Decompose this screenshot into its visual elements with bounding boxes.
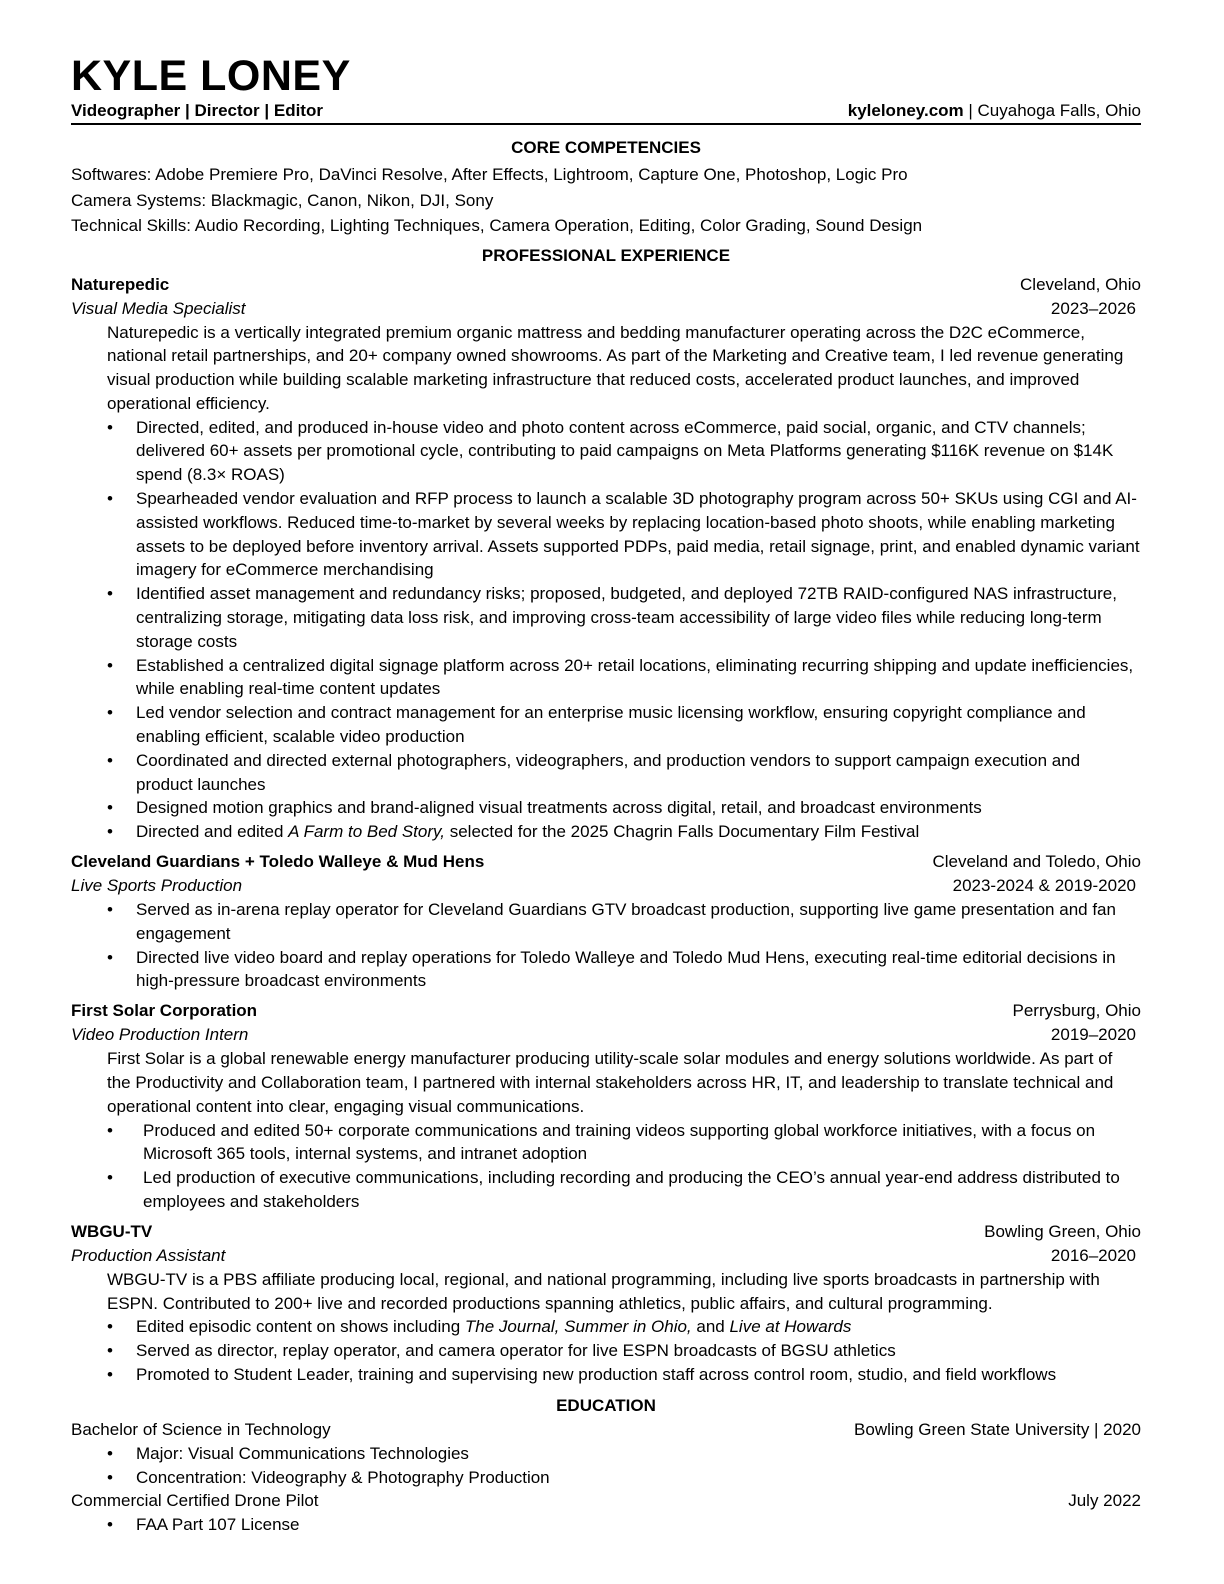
list-item: [71, 946, 1141, 994]
company-name: Cleveland Guardians + Toledo Walleye & Mud Hens: [71, 852, 485, 872]
show-titles: The Journal, Summer in Ohio,: [464, 1317, 692, 1337]
competency-line: Technical Skills: Audio Recording, Lighting Techniques, Camera Operation, Editing, Color Grading, Sound Design: [71, 216, 923, 235]
location-text: | Cuyahoga Falls, Ohio: [963, 101, 1141, 120]
list-item: [71, 1166, 1141, 1214]
bullet-text: [136, 822, 919, 841]
school-name: Bowling Green State University | 2020: [854, 1419, 1141, 1439]
show-title-last: Live at Howards: [729, 1317, 852, 1337]
bullet-icon: •: [107, 947, 113, 967]
competencies-list: [71, 162, 1141, 239]
bullet-text: Served as director, replay operator, and camera operator for live ESPN broadcasts of BGSU athletics: [136, 1341, 896, 1361]
list-item: [71, 582, 1141, 653]
website-link[interactable]: kyleloney.com: [847, 101, 964, 120]
section-heading-experience: PROFESSIONAL EXPERIENCE: [481, 245, 731, 265]
bullet-text: Directed, edited, and produced in-house video and photo content across eCommerce, paid social, organic, and CTV channels; delivered 60+ assets per promotional cycle, contributing to paid campaigns on Meta Platforms generating $116K revenue on $14K spend (8.3× ROAS): [136, 417, 1114, 485]
bullet-icon: •: [107, 417, 113, 437]
bullet-text: Spearheaded vendor evaluation and RFP process to launch a scalable 3D photography program across 50+ SKUs using CGI and AI-assisted workflows. Reduced time-to-market by several weeks by replacing location-based photo shoots, while enabling marketing assets to be deployed before inventory arrival. Assets supported PDPs, paid media, retail signage, print, and enabled dynamic variant imagery for eCommerce merchandising: [136, 489, 1140, 580]
job-header: [71, 999, 1141, 1023]
list-item: [71, 1466, 1141, 1490]
job-bullets: [71, 1315, 1141, 1386]
bullet-icon: •: [107, 489, 113, 509]
bullet-icon: •: [107, 1515, 113, 1535]
job-role: Visual Media Specialist: [71, 298, 246, 318]
competency-line: Softwares: Adobe Premiere Pro, DaVinci Resolve, After Effects, Lightroom, Capture One, Photoshop, Logic Pro: [71, 165, 908, 184]
list-item: [71, 898, 1141, 946]
job-description: First Solar is a global renewable energy manufacturer producing utility-scale solar modules and energy solutions worldwide. As part of the Productivity and Collaboration team, I partnered with internal stakeholders across HR, IT, and leadership to translate technical and operational content into clear, engaging visual communications.: [107, 1049, 1114, 1116]
bullet-text: Promoted to Student Leader, training and supervising new production staff across control room, studio, and field workflows: [136, 1364, 1057, 1384]
bullet-icon: •: [107, 1341, 113, 1361]
bullet-icon: •: [107, 584, 113, 604]
job-header: [71, 850, 1141, 874]
job-entry: [71, 999, 1141, 1214]
bullet-icon: •: [107, 1443, 113, 1463]
bullet-text: Concentration: Videography & Photography Production: [136, 1467, 550, 1487]
list-item: [71, 1363, 1141, 1387]
bullet-text: Produced and edited 50+ corporate communications and training videos supporting global workforce initiatives, with a focus on Microsoft 365 tools, internal systems, and intranet adoption: [143, 1120, 1096, 1164]
contact-info: [848, 100, 1141, 122]
degree-row: [71, 1418, 1141, 1442]
job-dates: 2023–2026: [1050, 298, 1136, 318]
bullet-icon: •: [107, 1168, 113, 1188]
list-item: [71, 796, 1141, 820]
job-role: Live Sports Production: [71, 876, 243, 896]
list-item: [71, 749, 1141, 797]
job-description: Naturepedic is a vertically integrated premium organic mattress and bedding manufacturer operating across the D2C eCommerce, national retail partnerships, and 20+ company owned showrooms. As part of the Marketing and Creative team, I led revenue generating visual production while building scalable marketing infrastructure that reduced costs, accelerated product launches, and improved operational efficiency.: [107, 322, 1124, 413]
list-item: [71, 416, 1141, 487]
bullet-icon: •: [107, 1364, 113, 1384]
shows-bullet-prefix: Edited episodic content on shows including: [136, 1317, 465, 1337]
bullet-icon: •: [107, 1317, 113, 1337]
cert-bullets: [71, 1513, 1141, 1537]
section-heading-education: EDUCATION: [556, 1395, 656, 1415]
bullet-icon: •: [107, 822, 113, 842]
job-location: Cleveland and Toledo, Ohio: [932, 852, 1141, 872]
candidate-name: KYLE LONEY: [71, 52, 351, 100]
job-entry: [71, 850, 1141, 993]
job-bullets: [71, 1119, 1141, 1214]
job-role-row: [71, 1244, 1141, 1268]
cert-row: [71, 1489, 1141, 1513]
job-location: Cleveland, Ohio: [1020, 274, 1141, 294]
job-role-row: [71, 297, 1141, 321]
job-role: Video Production Intern: [71, 1025, 249, 1045]
job-role-row: [71, 874, 1141, 898]
list-item: [71, 654, 1141, 702]
company-name: WBGU-TV: [71, 1221, 153, 1241]
job-role: Production Assistant: [71, 1245, 226, 1265]
job-entry: [71, 1220, 1141, 1387]
bullet-text: Served as in-arena replay operator for Cleveland Guardians GTV broadcast production, supporting live game presentation and fan engagement: [136, 900, 1116, 943]
bullet-text: Led production of executive communications, including recording and producing the CEO’s annual year-end address distributed to employees and stakeholders: [143, 1168, 1120, 1211]
bullet-text: Coordinated and directed external photographers, videographers, and production vendors to support campaign execution and product launches: [136, 750, 1081, 794]
bullet-text: Established a centralized digital signage platform across 20+ retail locations, eliminating recurring shipping and update inefficiencies, while enabling real-time content updates: [136, 655, 1134, 699]
job-location: Perrysburg, Ohio: [1012, 1001, 1141, 1021]
shows-conjunction: and: [691, 1317, 730, 1337]
company-name: First Solar Corporation: [71, 1001, 258, 1021]
list-item: [71, 1315, 1141, 1339]
bullet-text: Designed motion graphics and brand-aligned visual treatments across digital, retail, and broadcast environments: [136, 798, 982, 818]
film-title: A Farm to Bed Story,: [288, 822, 445, 842]
list-item: [71, 1339, 1141, 1363]
job-entry: [71, 273, 1141, 845]
bullet-icon: •: [107, 798, 113, 818]
job-bullets: [71, 416, 1141, 844]
bullet-icon: •: [107, 655, 113, 675]
degree-bullets: [71, 1442, 1141, 1490]
resume-page: [71, 52, 1141, 1537]
list-item: [71, 1442, 1141, 1466]
job-dates: 2023-2024 & 2019-2020: [952, 876, 1136, 896]
list-item: [71, 1513, 1141, 1537]
job-role-row: [71, 1023, 1141, 1047]
degree-name: Bachelor of Science in Technology: [71, 1419, 331, 1439]
header-subrow: [71, 100, 1141, 125]
company-name: Naturepedic: [71, 274, 170, 294]
candidate-title: Videographer | Director | Editor: [71, 101, 323, 120]
bullet-text: Led vendor selection and contract management for an enterprise music licensing workflow, ensuring copyright compliance and enabling efficient, scalable video production: [136, 703, 1086, 747]
bullet-text: [136, 1317, 851, 1336]
bullet-icon: •: [107, 1120, 113, 1140]
job-dates: 2016–2020: [1050, 1245, 1136, 1265]
bullet-text: FAA Part 107 License: [136, 1515, 300, 1535]
job-header: [71, 1220, 1141, 1244]
job-bullets: [71, 898, 1141, 993]
film-bullet-prefix: Directed and edited: [136, 822, 289, 842]
job-description: WBGU-TV is a PBS affiliate producing local, regional, and national programming, including live sports broadcasts in partnership with ESPN. Contributed to 200+ live and recorded productions spanning athletics, public affairs, and cultural programming.: [107, 1269, 1100, 1313]
list-item: [71, 487, 1141, 582]
job-location: Bowling Green, Ohio: [984, 1221, 1141, 1241]
bullet-icon: •: [107, 1467, 113, 1487]
cert-date: July 2022: [1068, 1491, 1141, 1511]
list-item: [71, 820, 1141, 844]
job-dates: 2019–2020: [1050, 1025, 1136, 1045]
bullet-text: Identified asset management and redundancy risks; proposed, budgeted, and deployed 72TB RAID-configured NAS infrastructure, centralizing storage, mitigating data loss risk, and improving cross-team accessibility of large video files while reducing long-term storage costs: [136, 584, 1117, 651]
competency-line: Camera Systems: Blackmagic, Canon, Nikon, DJI, Sony: [71, 190, 494, 210]
film-bullet-suffix: selected for the 2025 Chagrin Falls Documentary Film Festival: [444, 822, 920, 842]
list-item: [71, 1119, 1141, 1167]
bullet-icon: •: [107, 750, 113, 770]
bullet-icon: •: [107, 703, 113, 723]
job-header: [71, 273, 1141, 297]
section-heading-competencies: CORE COMPETENCIES: [511, 138, 701, 157]
list-item: [71, 701, 1141, 749]
education-section: [71, 1418, 1141, 1537]
bullet-text: Directed live video board and replay operations for Toledo Walleye and Toledo Mud Hens, executing real-time editorial decisions in high-pressure broadcast environments: [136, 947, 1116, 991]
bullet-text: Major: Visual Communications Technologies: [136, 1443, 469, 1463]
cert-name: Commercial Certified Drone Pilot: [71, 1491, 319, 1511]
bullet-icon: •: [107, 900, 113, 920]
